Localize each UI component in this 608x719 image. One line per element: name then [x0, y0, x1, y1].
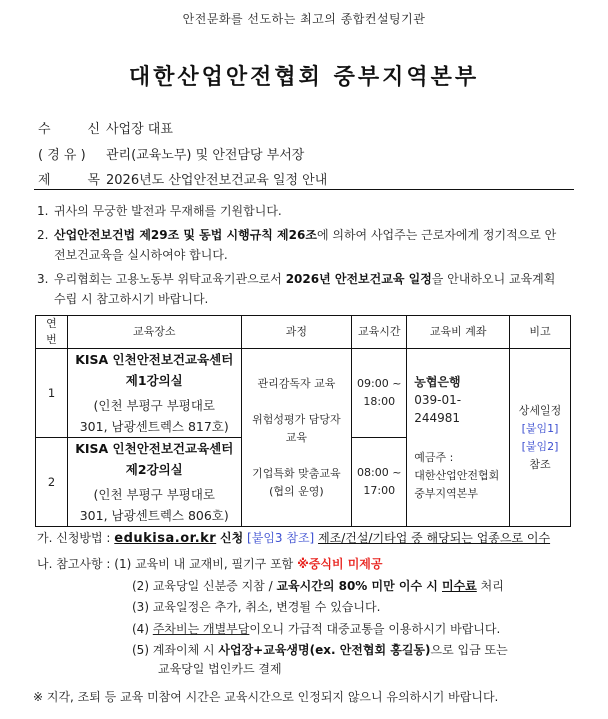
- via-row: [38, 144, 304, 163]
- paragraph-text: 귀사의 무궁한 발전과 무재해를 기원합니다.: [54, 204, 282, 218]
- header-course: 과정: [241, 316, 352, 349]
- account-number: 039-01-244981: [414, 392, 462, 425]
- row-time: [352, 438, 407, 527]
- recipient-row: [38, 118, 173, 137]
- table-header-row: [36, 316, 571, 349]
- location-address-2: 301, 남광센트렉스 817호): [79, 419, 229, 434]
- via-label: ( 경 유 ): [38, 148, 86, 163]
- courses-cell: [241, 349, 352, 527]
- incomplete-label: 미수료: [442, 579, 477, 593]
- row-no: 2: [36, 438, 68, 527]
- subject-label-b: 목: [87, 173, 100, 188]
- reference-label: 나. 참고사항 :: [37, 557, 111, 571]
- apply-label: 가. 신청방법 :: [37, 531, 111, 545]
- paragraph-text: 에 의하여 사업주는 근로자에게 정기적으로 안: [316, 228, 557, 242]
- reference-item-3: (3) 교육일정은 추가, 취소, 변경될 수 있습니다.: [132, 600, 381, 614]
- course-custom: 기업특화 맞춤교육: [252, 466, 341, 480]
- attendance-rule: 교육시간의 80% 미만 이수 시: [276, 579, 442, 593]
- paragraph-continuation: 수립 시 참고하시기 바랍니다.: [54, 292, 209, 306]
- row-location: [67, 349, 241, 438]
- paragraph-text: 우리협회는 고용노동부 위탁교육기관으로서: [54, 272, 286, 286]
- via-value: 관리(교육노무) 및 안전담당 부서장: [106, 148, 305, 163]
- row-time: [352, 349, 407, 438]
- table-row: [36, 349, 571, 438]
- reference-text: 으로 입금 또는: [430, 643, 508, 657]
- bank-name: 농협은행: [414, 374, 461, 389]
- paragraph-3: [37, 271, 555, 307]
- footer-note: ※ 지각, 조퇴 등 교육 미참여 시간은 교육시간으로 인정되지 않으니 유의하시기 바랍니다.: [33, 690, 499, 704]
- schedule-highlight: 2026년 안전보건교육 일정: [285, 272, 432, 286]
- reference-text: 처리: [476, 579, 504, 593]
- account-cell: [407, 349, 510, 527]
- remark-detail: 상세일정: [518, 403, 562, 417]
- location-address-1: (인천 부평구 부평대로: [93, 487, 215, 502]
- location-name: KISA 인천안전보건교육센터: [75, 352, 234, 367]
- header-time: 교육시간: [352, 316, 407, 349]
- paragraph-continuation: 전보건교육을 실시하여야 합니다.: [54, 248, 228, 262]
- subject-row: [38, 169, 327, 188]
- paragraph-1: [37, 203, 282, 219]
- header-account: 교육비 계좌: [407, 316, 510, 349]
- course-supervisor: 관리감독자 교육: [257, 376, 336, 390]
- edukisa-link[interactable]: edukisa.or.kr: [114, 531, 217, 546]
- attachment-1-link[interactable]: [붙임1]: [521, 421, 559, 435]
- paragraph-number: 2.: [37, 228, 49, 242]
- subject-value: 2026년도 산업안전보건교육 일정 안내: [106, 173, 328, 188]
- attachment-2-link[interactable]: [붙임2]: [521, 439, 559, 453]
- header-remark: 비고: [510, 316, 571, 349]
- slogan: 안전문화를 선도하는 최고의 종합컨설팅기관: [182, 12, 426, 26]
- remark-refer: 참조: [529, 457, 551, 471]
- reference-item-5-cont: 교육당일 법인카드 결제: [158, 662, 282, 676]
- account-holder-label: 예금주 :: [414, 450, 454, 464]
- time-end: 17:00: [363, 484, 396, 497]
- reference-text: (4): [132, 622, 153, 636]
- row-no: 1: [36, 349, 68, 438]
- location-room: 제2강의실: [125, 462, 183, 477]
- account-holder-1: 대한산업안전협회: [414, 468, 500, 482]
- reference-item-1: [37, 554, 383, 574]
- header-no-a: 연: [46, 317, 57, 330]
- deposit-name-format: 사업장+교육생명(ex. 안전협회 홍길동): [218, 643, 431, 657]
- reference-text: (5) 계좌이체 시: [132, 643, 219, 657]
- reference-text: (2) 교육당일 신분증 지참 /: [132, 579, 277, 593]
- paragraph-text: 을 안내하오니 교육계획: [431, 272, 556, 286]
- location-address-2: 301, 남광센트렉스 806호): [79, 508, 229, 523]
- industry-note: 제조/건설/기타업 중 해당되는 업종으로 이수: [318, 531, 551, 545]
- recipient-label-a: 수: [38, 122, 51, 137]
- reference-item-2: [132, 577, 504, 594]
- law-reference: 산업안전보건법 제29조 및 동법 시행규칙 제26조: [54, 228, 317, 242]
- apply-word: 신청: [220, 531, 244, 545]
- recipient-value: 사업장 대표: [106, 122, 173, 137]
- location-name: KISA 인천안전보건교육센터: [75, 441, 234, 456]
- paragraph-number: 3.: [37, 272, 49, 286]
- attachment-3-link[interactable]: [붙임3 참조]: [247, 531, 315, 545]
- time-start: 08:00 ~: [357, 466, 402, 479]
- reference-item-4: [132, 620, 500, 637]
- no-lunch-warning: ※중식비 미제공: [297, 557, 383, 571]
- subject-label-a: 제: [38, 173, 51, 188]
- header-no-b: 번: [46, 333, 57, 346]
- paragraph-2: [37, 227, 556, 263]
- reference-text: (1) 교육비 내 교재비, 필기구 포함: [114, 557, 298, 571]
- header-location: 교육장소: [67, 316, 241, 349]
- time-start: 09:00 ~: [357, 377, 402, 390]
- organization-title: 대한산업안전협회 중부지역본부: [128, 65, 480, 90]
- location-room: 제1강의실: [125, 373, 183, 388]
- apply-method: [37, 528, 550, 549]
- time-end: 18:00: [363, 395, 396, 408]
- course-risk-assessment-cont: 교육: [285, 430, 308, 444]
- row-location: [67, 438, 241, 527]
- location-address-1: (인천 부평구 부평대로: [93, 398, 215, 413]
- remark-cell: [510, 349, 571, 527]
- reference-item-5: [132, 641, 508, 658]
- recipient-label-b: 신: [87, 122, 100, 137]
- header-no: [36, 316, 68, 349]
- paragraph-number: 1.: [37, 204, 49, 218]
- parking-note: 주차비는 개별부담: [152, 622, 250, 636]
- course-risk-assessment: 위험성평가 담당자: [252, 412, 341, 426]
- reference-text: 이오니 가급적 대중교통을 이용하시기 바랍니다.: [249, 622, 501, 636]
- account-holder-2: 중부지역본부: [414, 486, 478, 500]
- schedule-table: [35, 315, 571, 527]
- course-custom-note: (협의 운영): [269, 484, 324, 498]
- header-divider: [34, 189, 574, 190]
